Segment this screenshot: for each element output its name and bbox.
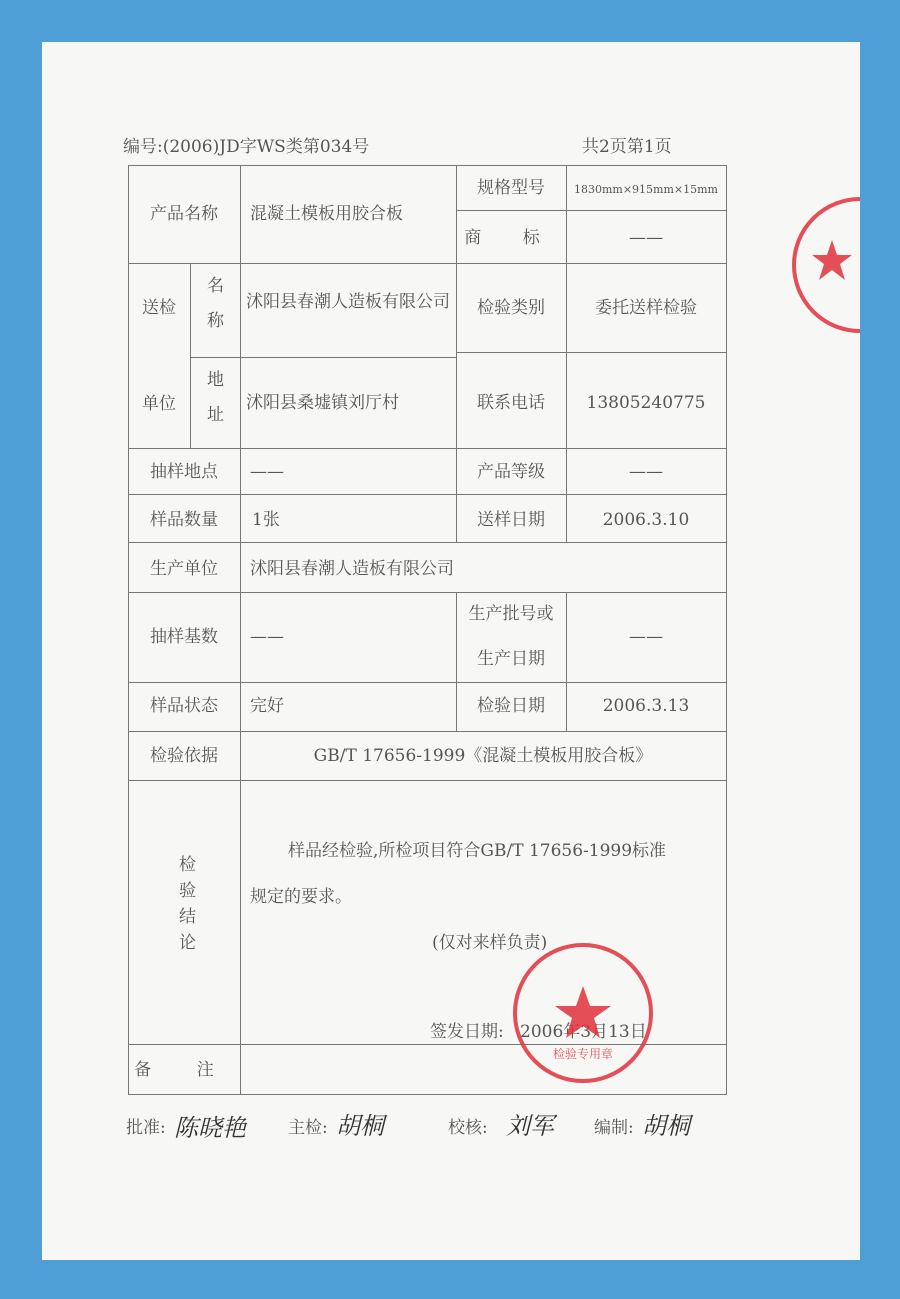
batch-label-2: 生产日期	[477, 649, 545, 669]
spec-value: 1830mm×915mm×15mm	[573, 183, 718, 196]
sampling-base-value: ——	[250, 627, 284, 647]
send-date-value: 2006.3.10	[602, 510, 690, 530]
basis-label: 检验依据	[150, 746, 218, 766]
basis-value: GB/T 17656-1999《混凝土模板用胶合板》	[313, 746, 653, 766]
brand-label: 商 标	[464, 228, 558, 248]
sampling-place-label: 抽样地点	[150, 462, 218, 482]
phone-label: 联系电话	[477, 393, 545, 413]
official-seal-icon	[508, 938, 658, 1088]
inspect-type-value: 委托送样检验	[595, 298, 697, 318]
remark-label: 备 注	[134, 1060, 234, 1080]
product-name-label: 产品名称	[150, 204, 218, 224]
conclusion-line-1: 样品经检验,所检项目符合GB/T 17656-1999标准	[288, 841, 667, 861]
inspect-date-value: 2006.3.13	[602, 696, 690, 716]
conclusion-label: 检验结论	[175, 855, 195, 959]
page-count: 共2页第1页	[582, 137, 672, 157]
name-label: 名称	[203, 276, 223, 346]
product-grade-value: ——	[629, 462, 663, 482]
product-grade-label: 产品等级	[477, 462, 545, 482]
report-number: 编号:(2006)JD字WS类第034号	[123, 137, 370, 157]
issue-date-label: 签发日期:	[430, 1022, 504, 1042]
compile-signature: 胡桐	[642, 1112, 690, 1140]
check-signature: 刘军	[506, 1112, 554, 1140]
sample-qty-label: 样品数量	[150, 510, 218, 530]
sample-state-value: 完好	[250, 696, 284, 716]
inspect-date-label: 检验日期	[477, 696, 545, 716]
batch-value: ——	[629, 627, 663, 647]
sample-qty-value: 1张	[252, 510, 280, 530]
chief-signature: 胡桐	[336, 1112, 384, 1140]
address-label: 地址	[203, 370, 223, 440]
send-date-label: 送样日期	[477, 510, 545, 530]
seal-sub-text: 检验专用章	[552, 1047, 614, 1061]
sender-label-2: 单位	[142, 394, 176, 414]
batch-label-1: 生产批号或	[468, 604, 554, 624]
check-label: 校核:	[448, 1118, 488, 1138]
spec-label: 规格型号	[477, 178, 545, 198]
partial-seal-icon	[792, 180, 860, 350]
inspect-type-label: 检验类别	[477, 298, 545, 318]
address-value: 沭阳县桑墟镇刘厅村	[246, 393, 399, 413]
producer-label: 生产单位	[150, 559, 218, 579]
sampling-base-label: 抽样基数	[150, 627, 218, 647]
approve-signature: 陈晓艳	[174, 1114, 246, 1142]
sample-state-label: 样品状态	[150, 696, 218, 716]
compile-label: 编制:	[594, 1118, 634, 1138]
sampling-place-value: ——	[250, 462, 284, 482]
product-name-value: 混凝土模板用胶合板	[250, 204, 403, 224]
producer-value: 沭阳县春潮人造板有限公司	[250, 559, 454, 579]
conclusion-line-2: 规定的要求。	[250, 887, 352, 907]
issue-date-value: 2006年3月13日	[520, 1022, 647, 1042]
approve-label: 批准:	[126, 1118, 166, 1138]
sender-label-1: 送检	[142, 298, 176, 318]
only-sample-note: (仅对来样负责)	[432, 933, 548, 953]
brand-value: ——	[629, 228, 663, 248]
phone-value: 13805240775	[586, 393, 706, 413]
name-value: 沭阳县春潮人造板有限公司	[246, 292, 450, 312]
chief-label: 主检:	[288, 1118, 328, 1138]
